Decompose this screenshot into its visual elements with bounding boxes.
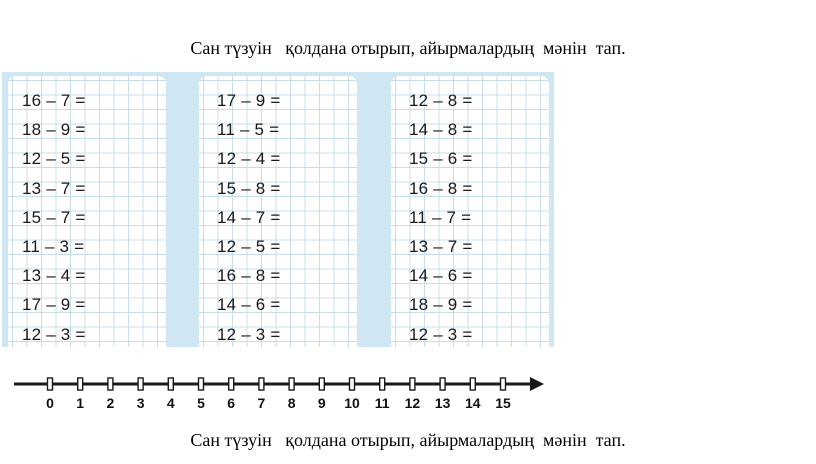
number-line-label: 1	[76, 395, 85, 411]
number-line-label: 15	[495, 395, 511, 411]
number-line-tick	[470, 378, 475, 390]
equation: 17 – 9 =	[22, 295, 86, 315]
equation: 12 – 4 =	[217, 149, 281, 169]
equation: 16 – 7 =	[22, 91, 86, 110]
equation: 15 – 8 =	[217, 178, 281, 198]
number-line-label: 6	[227, 395, 236, 411]
equation: 15 – 6 =	[409, 149, 473, 169]
number-line-label: 5	[197, 395, 205, 411]
equation: 14 – 6 =	[409, 266, 473, 286]
equation: 16 – 8 =	[409, 178, 473, 198]
column-1	[22, 86, 86, 349]
equation: 14 – 7 =	[217, 207, 281, 227]
equation: 11 – 7 =	[409, 207, 472, 227]
equation: 11 – 5 =	[217, 120, 280, 140]
instruction-bottom: Сан түзуін қолдана отырып, айырмалардың мәнін тап.	[190, 430, 626, 450]
equation: 18 – 9 =	[409, 295, 473, 315]
equation: 12 – 3 =	[22, 324, 86, 344]
grid-sheet-1	[8, 76, 166, 347]
number-line-label: 4	[166, 395, 175, 411]
instruction-top: Сан түзуін қолдана отырып, айырмалардың мәнін тап.	[190, 38, 626, 58]
number-line-tick	[138, 378, 143, 390]
number-line-tick	[48, 378, 53, 390]
equation: 14 – 8 =	[409, 120, 473, 140]
number-line-label: 7	[257, 395, 266, 411]
number-line-tick	[259, 378, 264, 390]
equation: 13 – 7 =	[409, 236, 473, 256]
number-line-tick	[501, 378, 506, 390]
number-line-tick	[199, 378, 204, 390]
number-line-label: 9	[317, 395, 326, 411]
number-line-label: 12	[404, 395, 421, 411]
number-line-label: 10	[344, 395, 360, 411]
equation: 12 – 5 =	[22, 149, 86, 169]
number-line-tick	[108, 378, 113, 390]
equation: 12 – 5 =	[217, 236, 281, 256]
number-line-tick	[350, 378, 355, 390]
number-line-tick	[380, 378, 385, 390]
number-line-label: 0	[46, 395, 54, 411]
equation: 17 – 9 =	[217, 91, 281, 110]
number-line-label: 11	[374, 395, 390, 411]
equation: 12 – 8 =	[409, 91, 473, 110]
equation: 13 – 7 =	[22, 178, 86, 198]
number-line	[0, 370, 560, 420]
column-2	[217, 86, 281, 349]
grid-sheet-3	[391, 76, 549, 347]
number-line-label: 2	[106, 395, 115, 411]
number-line-label: 14	[465, 395, 481, 411]
number-line-tick	[78, 378, 83, 390]
equation: 11 – 3 =	[22, 236, 85, 256]
number-line-tick	[319, 378, 324, 390]
number-line-tick	[229, 378, 234, 390]
equation: 18 – 9 =	[22, 120, 86, 140]
equation: 12 – 3 =	[217, 324, 281, 344]
equation: 14 – 6 =	[217, 295, 281, 315]
equation: 15 – 7 =	[22, 207, 86, 227]
arrow-head-icon	[530, 377, 544, 391]
grid-sheet-2	[199, 76, 357, 347]
column-3	[409, 86, 473, 349]
equation: 12 – 3 =	[409, 324, 473, 344]
number-line-tick	[440, 378, 445, 390]
equation: 13 – 4 =	[22, 266, 86, 286]
number-line-label: 13	[434, 395, 451, 411]
number-line-label: 8	[287, 395, 296, 411]
number-line-tick	[289, 378, 294, 390]
exercise-grid-area	[2, 72, 554, 347]
equation: 16 – 8 =	[217, 266, 281, 286]
number-line-label: 3	[136, 395, 145, 411]
number-line-tick	[410, 378, 415, 390]
number-line-tick	[168, 378, 173, 390]
